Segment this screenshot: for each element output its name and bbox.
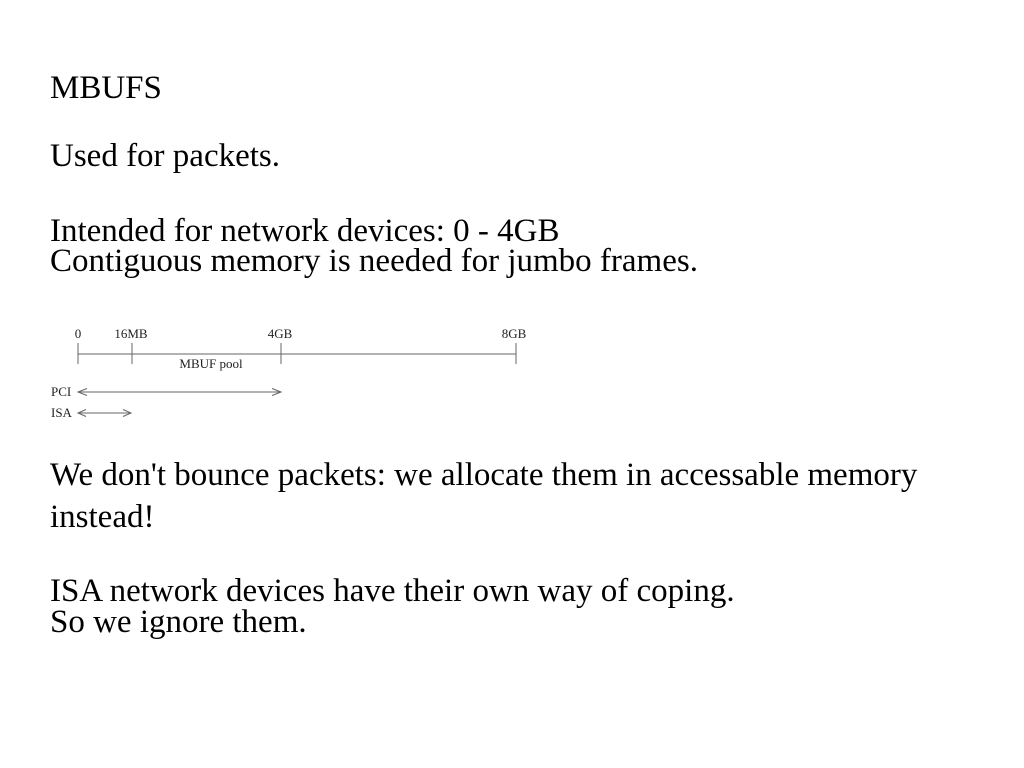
text-isa-devices: ISA network devices have their own way of coping. [50,573,735,609]
text-used-for-packets: Used for packets. [50,138,281,174]
isa-label: ISA [51,405,72,420]
tick-label-4gb: 4GB [267,326,293,341]
tick-label-16mb: 16MB [114,326,148,341]
page-title: MBUFS [50,70,162,106]
text-bounce-line-2: instead! [50,499,155,535]
tick-label-0: 0 [74,326,82,341]
memory-range-diagram [40,320,540,425]
pci-label: PCI [51,384,72,399]
text-ignore-them: So we ignore them. [50,604,307,640]
tick-label-8gb: 8GB [501,326,527,341]
mbuf-pool-label: MBUF pool [179,356,243,371]
text-bounce-line-1: We don't bounce packets: we allocate them in accessable memory [50,457,918,493]
text-intended-for-network: Intended for network devices: 0 - 4GB [50,213,560,249]
text-contiguous-memory: Contiguous memory is needed for jumbo frames. [50,243,698,279]
